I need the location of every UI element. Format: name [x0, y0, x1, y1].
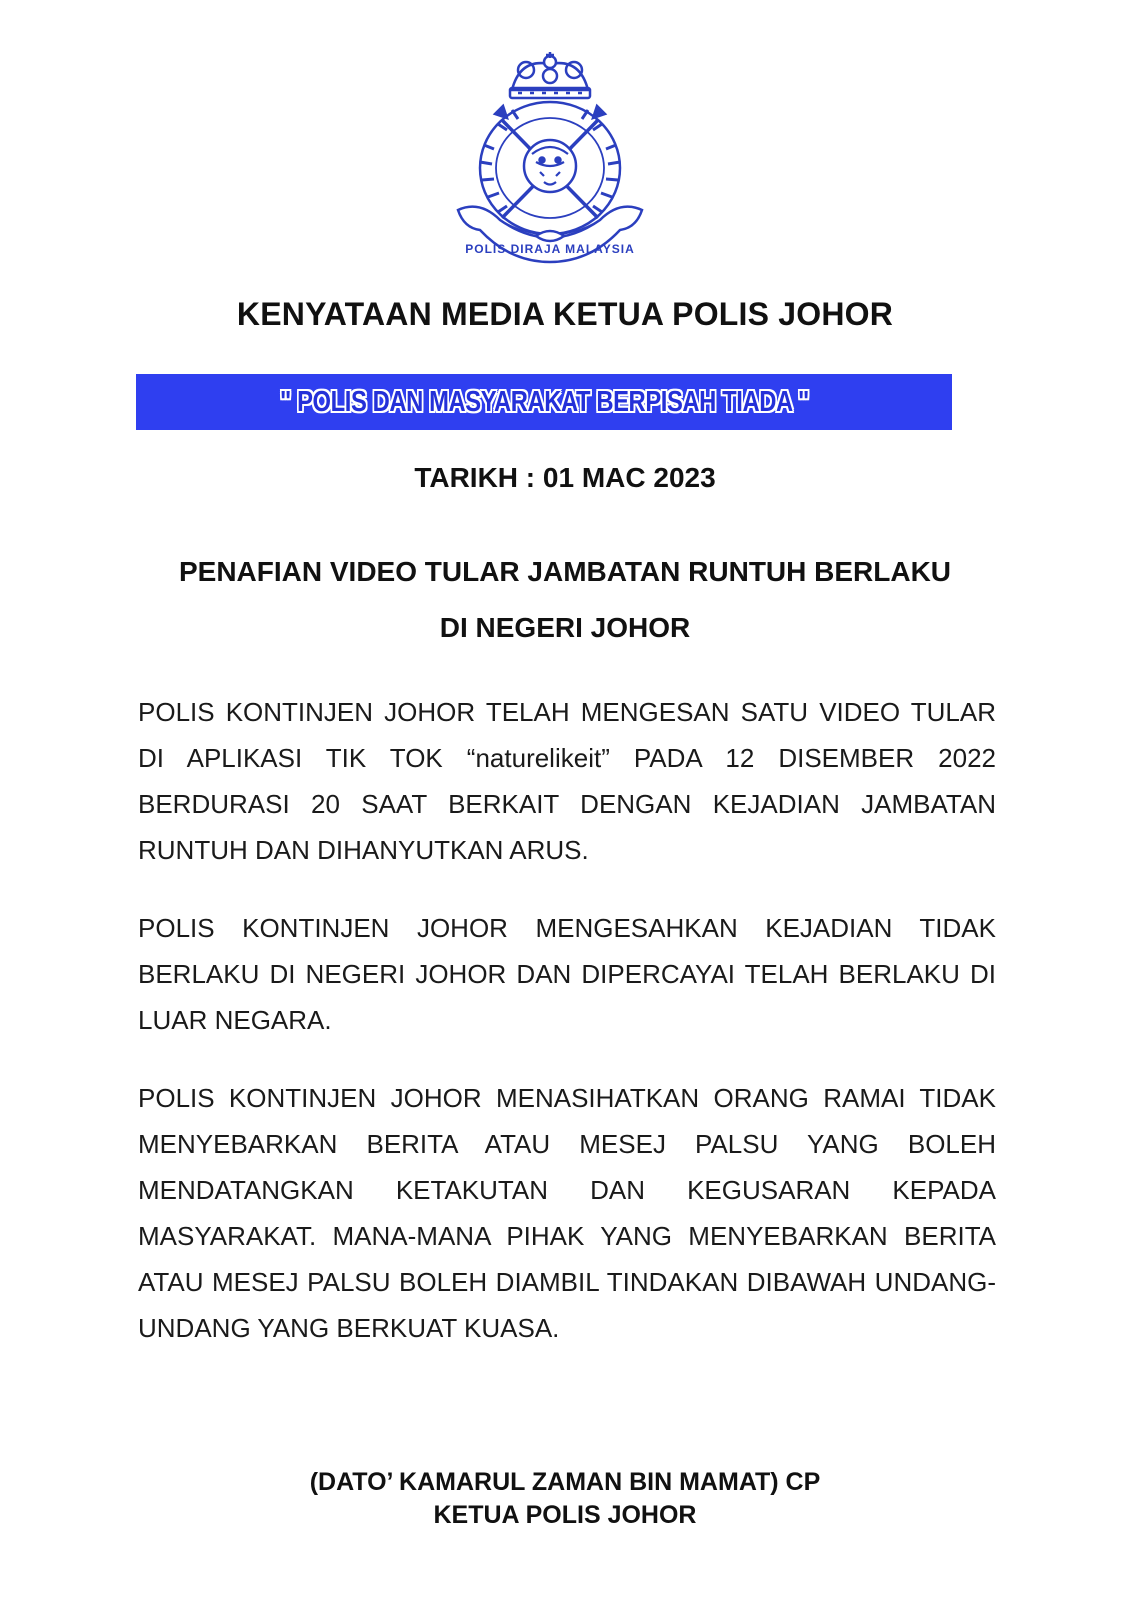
- body-paragraph-2: POLIS KONTINJEN JOHOR MENGESAHKAN KEJADIAN TIDAK BERLAKU DI NEGERI JOHOR DAN DIPERCAYAI TELAH BERLAKU DI LUAR NEGARA.: [138, 913, 996, 1035]
- statement-title-line-1: PENAFIAN VIDEO TULAR JAMBATAN RUNTUH BERLAKU: [178, 556, 952, 587]
- motto-banner: [136, 374, 952, 430]
- media-statement-heading: KENYATAAN MEDIA KETUA POLIS JOHOR: [236, 296, 894, 332]
- statement-title-line-2: DI NEGERI JOHOR: [439, 612, 691, 643]
- body-paragraph-3: POLIS KONTINJEN JOHOR MENASIHATKAN ORANG RAMAI TIDAK MENYEBARKAN BERITA ATAU MESEJ PALSU YANG BOLEH MENDATANGKAN KETAKUTAN DAN KEGUSARAN KEPADA MASYARAKAT. MANA-MANA PIHAK YANG MENYEBARKAN BERITA ATAU MESEJ PALSU BOLEH DIAMBIL TINDAKAN DIBAWAH UNDANG-UNDANG YANG BERKUAT KUASA.: [138, 1083, 996, 1343]
- motto-text: " POLIS DAN MASYARAKAT BERPISAH TIADA ": [279, 385, 809, 418]
- signature-block: [0, 1466, 1130, 1532]
- signatory-name: (DATO’ KAMARUL ZAMAN BIN MAMAT) CP: [309, 1468, 821, 1496]
- police-crest-logo: [440, 50, 660, 265]
- signatory-position: KETUA POLIS JOHOR: [433, 1501, 697, 1529]
- statement-date: TARIKH : 01 MAC 2023: [414, 462, 716, 493]
- crest-graphic: [440, 50, 660, 265]
- body-paragraph-1: POLIS KONTINJEN JOHOR TELAH MENGESAN SATU VIDEO TULAR DI APLIKASI TIK TOK “naturelikeit” PADA 12 DISEMBER 2022 BERDURASI 20 SAAT BERKAIT DENGAN KEJADIAN JAMBATAN RUNTUH DAN DIHANYUTKAN ARUS.: [138, 697, 996, 865]
- statement-title: [0, 544, 1130, 656]
- crest-ring-text: POLIS DIRAJA MALAYSIA: [465, 242, 635, 256]
